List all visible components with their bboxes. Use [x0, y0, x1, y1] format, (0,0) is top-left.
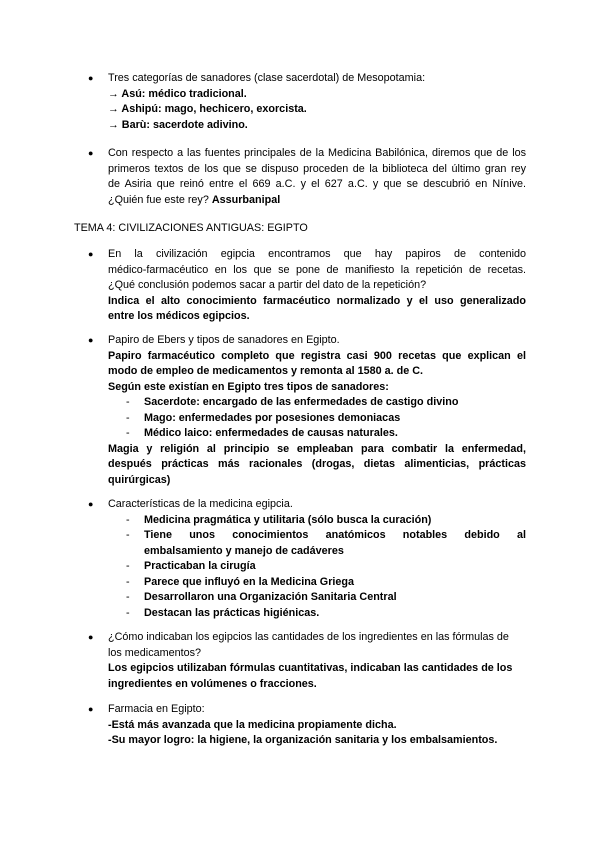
characteristic-text: Tiene unos conocimientos anatómicos notables debido al	[144, 529, 526, 541]
answer-line: después prácticas más racionales (drogas, dietas alimenticias, prácticas	[108, 458, 526, 470]
characteristic-text: Practicaban la cirugía	[144, 560, 256, 572]
answer-line: Indica el alto conocimiento farmacéutico normalizado y el uso generalizado	[108, 294, 526, 307]
sanador-type-item	[108, 411, 526, 427]
bullet-item-papiros	[88, 247, 526, 325]
question-line: ¿Qué conclusión podemos sacar a partir del dato de la repetición?	[108, 279, 427, 291]
characteristic-item	[108, 575, 526, 591]
question-line: primeros textos de los que se dispuso proceden de la biblioteca del último gran rey	[108, 162, 526, 175]
sanador-type-text: Mago: enfermedades por posesiones demoniacas	[144, 411, 401, 424]
dash-marker: -	[126, 513, 130, 526]
bullet-item-ebers	[88, 333, 526, 488]
dash-marker: -	[126, 411, 130, 424]
answer-text: Assurbanipal	[211, 193, 281, 206]
answer-line: quirúrgicas)	[108, 473, 171, 486]
answer-line: Papiro farmacéutico completo que registra casi 900 recetas que explican el	[108, 349, 526, 362]
bullet-icon: ●	[88, 335, 94, 345]
bullet-icon: ●	[88, 704, 94, 714]
answer-line: -Su mayor logro: la higiene, la organización sanitaria y los embalsamientos.	[108, 734, 498, 746]
characteristic-text: Medicina pragmática y utilitaria (sólo busca la curación)	[144, 513, 432, 526]
bullet-icon: ●	[88, 632, 94, 642]
characteristic-text: Parece que influyó en la Medicina Griega	[144, 575, 355, 588]
question-text: ¿Quién fue este rey?	[108, 193, 209, 206]
question-line	[108, 193, 526, 209]
question-text: Tres categorías de sanadores (clase sacerdotal) de Mesopotamia:	[108, 72, 426, 84]
bullet-item-cantidades	[88, 630, 526, 692]
answer-line: Los egipcios utilizaban fórmulas cuantitativas, indicaban las cantidades de los	[108, 662, 513, 674]
bullet-item-mesopotamia	[88, 71, 526, 133]
characteristic-text: Desarrollaron una Organización Sanitaria Central	[144, 591, 397, 603]
characteristic-item	[108, 606, 526, 622]
sanador-type-item	[108, 395, 526, 411]
dash-marker: -	[126, 396, 130, 408]
question-line: ¿Cómo indicaban los egipcios las cantidades de los ingredientes en las fórmulas de	[108, 631, 509, 643]
dash-marker: -	[126, 575, 130, 588]
question-line: de Asiria que reinó entre el 669 a.C. y el 627 a.C. y que se descubrió en Nínive.	[108, 178, 526, 190]
sanador-type-item	[108, 426, 526, 442]
question-text: Papiro de Ebers y tipos de sanadores en Egipto.	[108, 334, 340, 346]
characteristic-item	[108, 559, 526, 575]
bullet-icon: ●	[88, 73, 94, 83]
bullet-item-babilonia	[88, 146, 526, 208]
characteristic-item	[108, 590, 526, 606]
characteristic-text: embalsamiento y manejo de cadáveres	[144, 544, 344, 557]
answer-line: → Asú: médico tradicional.	[108, 87, 247, 100]
characteristic-text: Destacan las prácticas higiénicas.	[144, 606, 320, 619]
answer-line: -Está más avanzada que la medicina propiamente dicha.	[108, 718, 397, 731]
characteristic-item-continuation	[108, 544, 526, 560]
dash-marker: -	[126, 529, 130, 541]
answer-line: → Barù: sacerdote adivino.	[108, 118, 248, 131]
answer-line: ingredientes en volúmenes o fracciones.	[108, 677, 317, 690]
bullet-item-caracteristicas	[88, 497, 526, 621]
question-line: los medicamentos?	[108, 646, 202, 659]
answer-line: Magia y religión al principio se empleaban para combatir la enfermedad,	[108, 442, 526, 455]
dash-marker: -	[126, 427, 130, 439]
question-text: Farmacia en Egipto:	[108, 703, 205, 715]
answer-line: Según este existían en Egipto tres tipos de sanadores:	[108, 380, 389, 393]
section-heading: TEMA 4: CIVILIZACIONES ANTIGUAS: EGIPTO	[74, 222, 308, 234]
dash-marker: -	[126, 591, 130, 603]
answer-line: entre los médicos egipcios.	[108, 310, 250, 322]
question-text: Características de la medicina egipcia.	[108, 498, 293, 510]
question-line: En la civilización egipcia encontramos que hay papiros de contenido	[108, 248, 526, 260]
bullet-icon: ●	[88, 499, 94, 509]
bullet-item-farmacia	[88, 702, 526, 749]
question-line: Con respecto a las fuentes principales de la Medicina Babilónica, diremos que de los	[108, 147, 526, 159]
characteristic-item	[108, 513, 526, 529]
bullet-icon: ●	[88, 249, 94, 259]
dash-marker: -	[126, 560, 130, 572]
question-line: médico-farmacéutico en los que se pone de manifiesto la repetición de recetas.	[108, 263, 526, 276]
answer-line: modo de empleo de medicamentos y remonta al 1580 a. de C.	[108, 365, 424, 377]
sanador-type-text: Médico laico: enfermedades de causas naturales.	[144, 427, 398, 439]
sanador-type-text: Sacerdote: encargado de las enfermedades de castigo divino	[144, 396, 459, 408]
dash-marker: -	[126, 606, 130, 619]
characteristic-item	[108, 528, 526, 544]
answer-line: → Ashipú: mago, hechicero, exorcista.	[108, 103, 307, 115]
bullet-icon: ●	[88, 148, 94, 158]
